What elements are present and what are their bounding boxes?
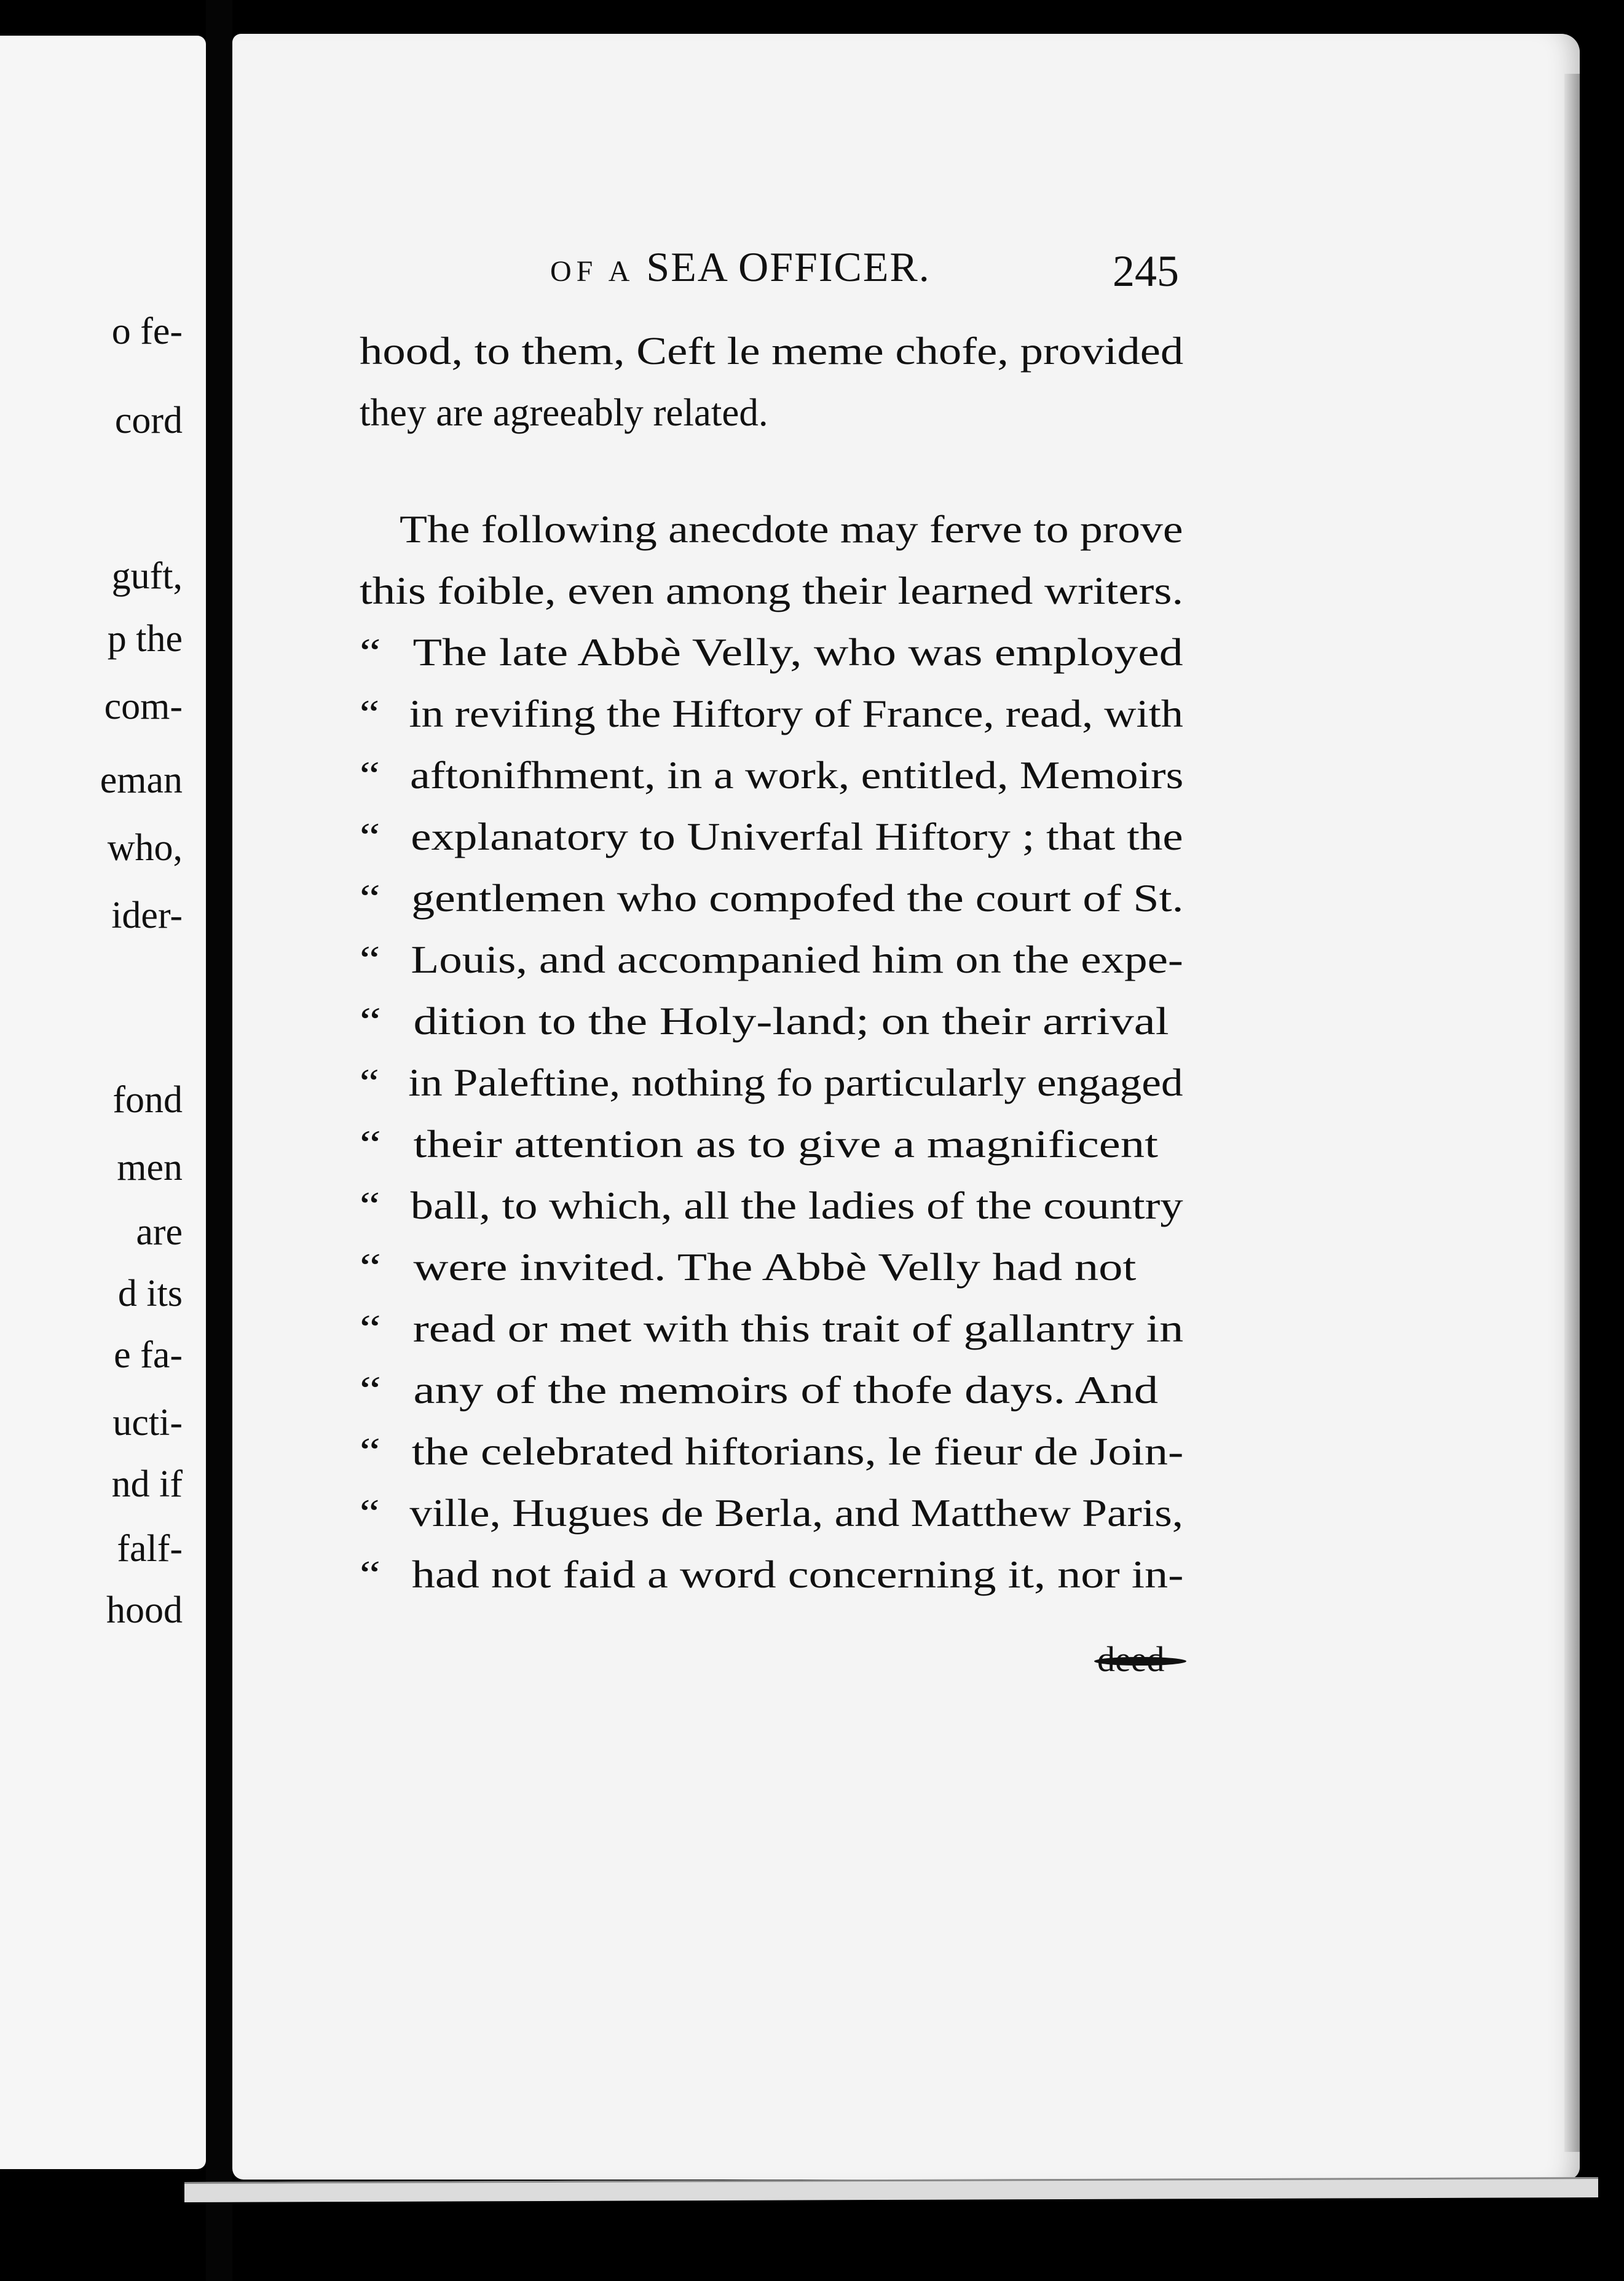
quoted-line	[360, 756, 1183, 795]
left-fragment: d its	[117, 1273, 183, 1314]
ink-smudge	[1094, 1657, 1186, 1666]
text-line: ball, to which, all the ladies of the country	[410, 1184, 1183, 1227]
quoted-line	[360, 1061, 1183, 1104]
text-line: explanatory to Univerfal Hiftory ; that the	[411, 815, 1183, 858]
page-bottom-edge	[184, 2177, 1598, 2202]
left-fragment: who,	[107, 827, 183, 869]
left-fragment: o fe-	[111, 310, 183, 352]
running-head-title: SEA OFFICER.	[646, 243, 931, 290]
text-line: the celebrated hiftorians, le fieur de Join-	[411, 1430, 1184, 1473]
left-page	[0, 36, 206, 2169]
quoted-line	[360, 633, 1183, 672]
quoted-line	[360, 879, 1184, 918]
text-line: The late Abbè Velly, who was employed	[412, 631, 1183, 674]
text-line: they are agreeably related.	[360, 391, 768, 434]
quoted-line	[360, 1184, 1183, 1227]
text-line: were invited. The Abbè Velly had not	[413, 1246, 1137, 1289]
quoted-line	[360, 1494, 1183, 1533]
left-fragment: men	[117, 1147, 183, 1188]
left-fragment: guft,	[111, 555, 183, 597]
quote-mark: “	[360, 1123, 381, 1166]
quote-mark: “	[360, 1061, 379, 1104]
quote-mark: “	[360, 631, 381, 674]
page-edge	[1564, 74, 1580, 2152]
quote-mark: “	[360, 1184, 380, 1227]
quoted-line	[360, 938, 1183, 981]
text-line: this foible, even among their learned writers.	[360, 569, 1184, 612]
quote-mark: “	[360, 1307, 381, 1350]
left-fragment: e fa-	[114, 1334, 183, 1376]
text-line: their attention as to give a magnificent	[413, 1123, 1158, 1166]
quoted-line	[360, 815, 1183, 858]
text-line: hood, to them, Ceft le meme chofe, provided	[360, 330, 1184, 373]
text-line: aftonifhment, in a work, entitled, Memoirs	[409, 754, 1184, 797]
text-line: had not faid a word concerning it, nor in-	[411, 1553, 1184, 1596]
quote-mark: “	[360, 1492, 380, 1535]
text-line: in Paleftine, nothing fo particularly engaged	[408, 1061, 1183, 1104]
book-gutter	[206, 0, 232, 2281]
quote-mark: “	[360, 1000, 381, 1043]
left-fragment: ucti-	[112, 1402, 183, 1444]
running-head	[550, 243, 931, 291]
quote-mark: “	[360, 877, 380, 920]
text-line: Louis, and accompanied him on the expe-	[411, 938, 1183, 981]
left-fragment: are	[136, 1211, 183, 1253]
running-head-small: OF A	[550, 255, 635, 288]
quote-mark: “	[360, 1369, 381, 1412]
left-fragment: cord	[114, 400, 183, 441]
quote-mark: “	[360, 692, 380, 735]
page-number: 245	[1113, 247, 1179, 296]
left-fragment: com-	[104, 686, 183, 727]
quoted-line	[360, 1248, 1136, 1287]
text-line: gentlemen who compofed the court of St.	[411, 877, 1184, 920]
text-line: any of the memoirs of thofe days. And	[413, 1369, 1159, 1412]
quoted-line	[360, 1125, 1158, 1164]
left-fragment: eman	[100, 759, 183, 801]
text-line: in revifing the Hiftory of France, read, with	[409, 692, 1183, 735]
quoted-line	[360, 1430, 1184, 1473]
text-line: read or met with this trait of gallantry in	[412, 1307, 1184, 1350]
left-fragment: fond	[112, 1079, 183, 1121]
quote-mark: “	[360, 1246, 381, 1289]
quoted-line	[360, 1002, 1169, 1041]
quote-mark: “	[360, 815, 380, 858]
text-line: dition to the Holy-land; on their arrival	[413, 1000, 1169, 1043]
left-fragment: hood	[106, 1589, 183, 1631]
text-line: ville, Hugues de Berla, and Matthew Paris,	[409, 1492, 1183, 1535]
quoted-line	[360, 1553, 1184, 1596]
quote-mark: “	[360, 938, 380, 981]
left-fragment: nd if	[111, 1463, 183, 1505]
text-line: The following anecdote may ferve to prove	[400, 508, 1183, 551]
left-fragment: p the	[107, 618, 183, 660]
quote-mark: “	[360, 754, 380, 797]
quoted-line	[360, 1307, 1184, 1350]
left-fragment: ider-	[111, 895, 183, 936]
quoted-line	[360, 1371, 1158, 1410]
quoted-line	[360, 692, 1183, 735]
left-fragment: falf-	[117, 1528, 183, 1570]
quote-mark: “	[360, 1553, 380, 1596]
quote-mark: “	[360, 1430, 380, 1473]
